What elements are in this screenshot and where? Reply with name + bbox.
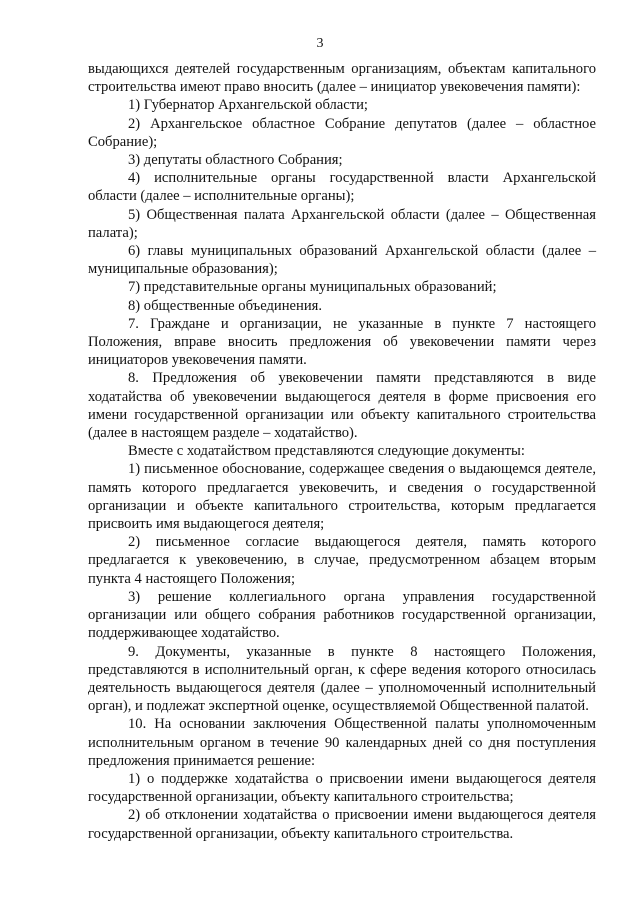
list-item-municipal-representative-bodies: 7) представительные органы муниципальных образований; bbox=[128, 279, 497, 296]
page-number: 3 bbox=[316, 36, 324, 51]
document-item-justification: 1) письменное обоснование, содержащее сведения о выдающемся деятеле, память которого предлагается увековечить, и сведения о государственной организации и объекте капитального строительства, которым предлагается присвоить имя выдающегося деятеля; bbox=[88, 461, 596, 533]
clause-10: 10. На основании заключения Общественной палаты уполномоченным исполнительным органом в течение 90 календарных дней со дня поступления предложения принимается решение: bbox=[88, 716, 596, 769]
document-body bbox=[88, 60, 596, 843]
list-item-executive-bodies: 4) исполнительные органы государственной власти Архангельской области (далее – исполнительные органы); bbox=[88, 170, 596, 205]
list-item-deputies: 3) депутаты областного Собрания; bbox=[128, 152, 343, 169]
document-item-consent: 2) письменное согласие выдающегося деятеля, память которого предлагается к увековечению, в случае, предусмотренном абзацем вторым пункта 4 настоящего Положения; bbox=[88, 534, 596, 587]
list-item-municipal-heads: 6) главы муниципальных образований Архангельской области (далее – муниципальные образования); bbox=[88, 243, 596, 278]
documents-intro: Вместе с ходатайством представляются следующие документы: bbox=[128, 443, 525, 460]
paragraph-continuation: выдающихся деятелей государственным организациям, объектам капитального строительства имеют право вносить (далее – инициатор увековечения памяти): bbox=[88, 61, 596, 96]
decision-item-support: 1) о поддержке ходатайства о присвоении имени выдающегося деятеля государственной организации, объекту капитального строительства; bbox=[88, 770, 596, 806]
decision-item-reject: 2) об отклонении ходатайства о присвоении имени выдающегося деятеля государственной организации, объекту капитального строительства. bbox=[88, 807, 596, 842]
list-item-regional-assembly: 2) Архангельское областное Собрание депутатов (далее – областное Собрание); bbox=[88, 115, 596, 150]
clause-8: 8. Предложения об увековечении памяти представляются в виде ходатайства об увековечении выдающегося деятеля в форме присвоения его имени государственной организации или объекту капитального строительства (далее в настоящем разделе – ходатайство). bbox=[88, 370, 596, 442]
clause-9: 9. Документы, указанные в пункте 8 настоящего Положения, представляются в исполнительный орган, к сфере ведения которого относилась деятельность выдающегося деятеля (далее – уполномоченный исполнительный орган), и подлежат экспертной оценке, осуществляемой Общественной палатой. bbox=[88, 643, 596, 715]
list-item-governor: 1) Губернатор Архангельской области; bbox=[128, 97, 368, 114]
document-item-decision: 3) решение коллегиального органа управления государственной организации или общего собрания работников государственной организации, поддерживающее ходатайство. bbox=[88, 588, 596, 642]
clause-7: 7. Граждане и организации, не указанные в пункте 7 настоящего Положения, вправе вносить предложения об увековечении памяти через инициаторов увековечения памяти. bbox=[88, 315, 596, 369]
list-item-public-chamber: 5) Общественная палата Архангельской области (далее – Общественная палата); bbox=[88, 206, 596, 241]
list-item-public-associations: 8) общественные объединения. bbox=[128, 297, 322, 314]
